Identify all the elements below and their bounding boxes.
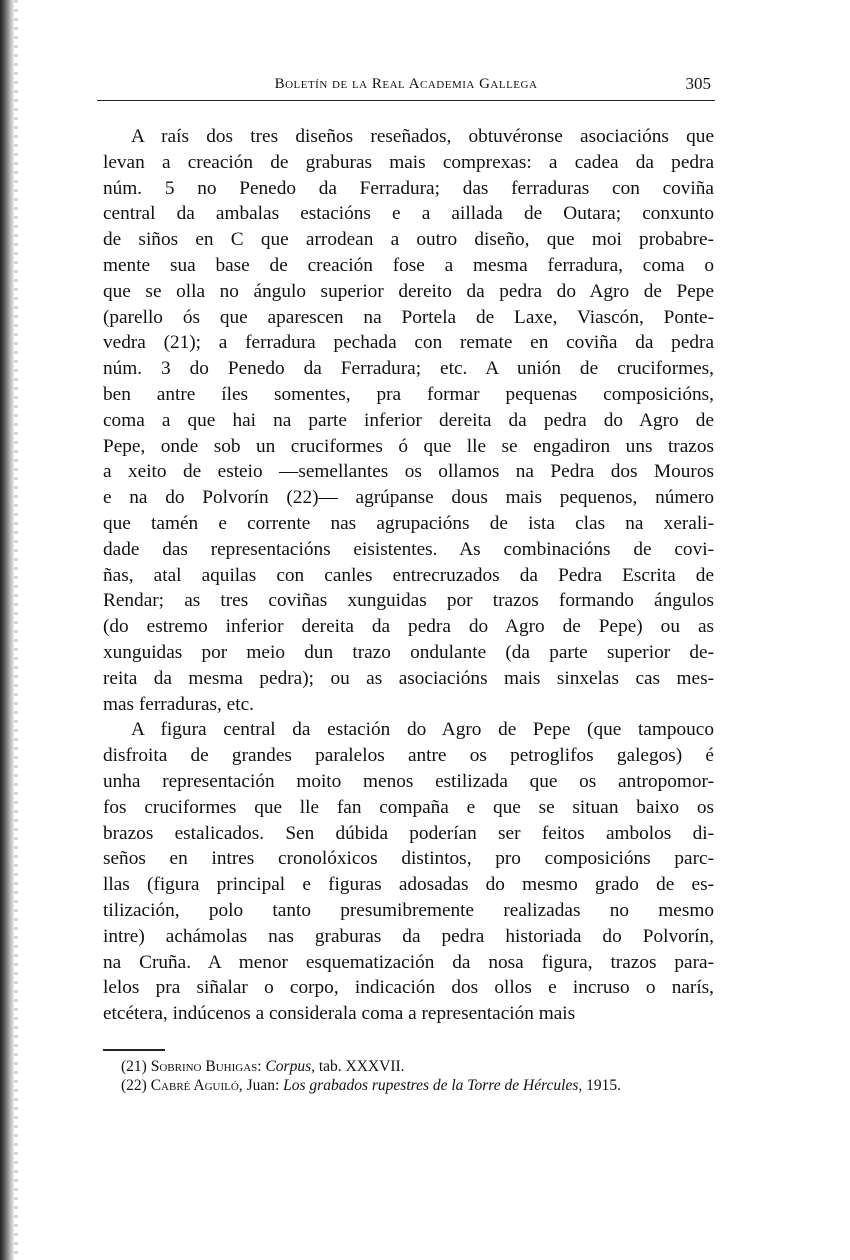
text-line: ben antre íles somentes, pra formar pequenas composicións, bbox=[103, 383, 714, 405]
text-line: de siños en C que arrodean a outro diseño, que moi probabre- bbox=[103, 229, 714, 251]
footnote-title: Corpus, bbox=[265, 1058, 315, 1075]
page-header bbox=[97, 74, 715, 98]
footnotes bbox=[103, 1057, 714, 1095]
text-line: ñas, atal aquilas con canles entrecruzados da Pedra Escrita de bbox=[103, 564, 714, 586]
footnote-marker: (22) bbox=[121, 1077, 147, 1094]
text-line: unha representación moito menos estilizada que os antropomor- bbox=[103, 770, 714, 792]
scan-edge bbox=[0, 0, 14, 1260]
text-line: llas (figura principal e figuras adosadas do mesmo grado de es- bbox=[103, 874, 714, 896]
text-line: que tamén e corrente nas agrupacións de ista clas na xerali- bbox=[103, 512, 714, 534]
footnote-21 bbox=[103, 1057, 714, 1076]
text-line: núm. 3 do Penedo da Ferradura; etc. A unión de cruciformes, bbox=[103, 358, 714, 380]
text-line: reita da mesma pedra); ou as asociacións mais sinxelas cas mes- bbox=[103, 667, 714, 689]
text-line: levan a creación de graburas mais comprexas: a cadea da pedra bbox=[103, 151, 714, 173]
text-line: núm. 5 no Penedo da Ferradura; das ferraduras con coviña bbox=[103, 177, 714, 199]
footnote-author: Cabré Aguiló, bbox=[150, 1077, 243, 1094]
body-text bbox=[103, 124, 714, 1027]
footnote-22 bbox=[103, 1076, 714, 1095]
running-title: Boletín de la Real Academia Gallega bbox=[274, 76, 538, 92]
text-line: (parello ós que aparescen na Portela de Laxe, Viascón, Ponte- bbox=[103, 306, 714, 328]
text-line: disfroita de grandes paralelos antre os petroglifos galegos) é bbox=[103, 745, 714, 767]
text-line: a xeito de esteio —semellantes os ollamos na Pedra dos Mouros bbox=[103, 461, 714, 483]
text-line: fos cruciformes que lle fan compaña e que se situan baixo os bbox=[103, 796, 714, 818]
text-line: seños en intres cronolóxicos distintos, pro composicións parc- bbox=[103, 848, 714, 870]
text-line: na Cruña. A menor esquematización da nosa figura, trazos para- bbox=[103, 951, 714, 973]
scan-edge-noise bbox=[14, 0, 18, 1260]
text-line: Rendar; as tres coviñas xunguidas por trazos formando ángulos bbox=[103, 590, 714, 612]
text-line: lelos pra siñalar o corpo, indicación dos ollos e incruso o narís, bbox=[103, 977, 714, 999]
text-line: A raís dos tres diseños reseñados, obtuvéronse asociacións que bbox=[131, 126, 714, 147]
text-line: (do estremo inferior dereita da pedra do Agro de Pepe) ou as bbox=[103, 616, 714, 638]
text-line: Pepe, onde sob un cruciformes ó que lle se engadiron uns trazos bbox=[103, 435, 714, 457]
text-line: A figura central da estación do Agro de Pepe (que tampouco bbox=[131, 719, 714, 741]
text-line: central da ambalas estacións e a aillada de Outara; conxunto bbox=[103, 203, 714, 225]
footnote-pre: Juan: bbox=[242, 1077, 284, 1094]
footnote-marker: (21) bbox=[121, 1058, 147, 1075]
text-line: intre) achámolas nas graburas da pedra historiada do Polvorín, bbox=[103, 925, 714, 947]
header-rule bbox=[97, 100, 715, 101]
footnote-rest: 1915. bbox=[582, 1077, 622, 1094]
text-line: tilización, polo tanto presumibremente realizadas no mesmo bbox=[103, 899, 714, 921]
text-line: e na do Polvorín (22)— agrúpanse dous mais pequenos, número bbox=[103, 487, 714, 509]
footnote-title: Los grabados rupestres de la Torre de Hércules, bbox=[283, 1077, 583, 1094]
footnote-rest: tab. XXXVII. bbox=[314, 1058, 405, 1075]
text-line: mente sua base de creación fose a mesma ferradura, coma o bbox=[103, 254, 714, 276]
text-line: dade das representacións eisistentes. As combinacións de covi- bbox=[103, 538, 714, 560]
paragraph-1 bbox=[103, 124, 714, 717]
page-number: 305 bbox=[685, 74, 711, 93]
footnote-author: Sobrino Buhigas: bbox=[150, 1058, 262, 1075]
text-line: xunguidas por meio dun trazo ondulante (da parte superior de- bbox=[103, 641, 714, 663]
text-line: brazos estalicados. Sen dúbida poderían ser feitos ambolos di- bbox=[103, 822, 714, 844]
footnote-rule bbox=[103, 1049, 165, 1051]
text-line: que se olla no ángulo superior dereito da pedra do Agro de Pepe bbox=[103, 280, 714, 302]
text-line: coma a que hai na parte inferior dereita da pedra do Agro de bbox=[103, 409, 714, 431]
text-line: mas ferraduras, etc. bbox=[103, 693, 254, 715]
text-line: vedra (21); a ferradura pechada con remate en coviña da pedra bbox=[103, 332, 714, 354]
text-line: etcétera, indúcenos a considerala coma a representación mais bbox=[103, 1003, 576, 1025]
paragraph-2 bbox=[103, 717, 714, 1027]
